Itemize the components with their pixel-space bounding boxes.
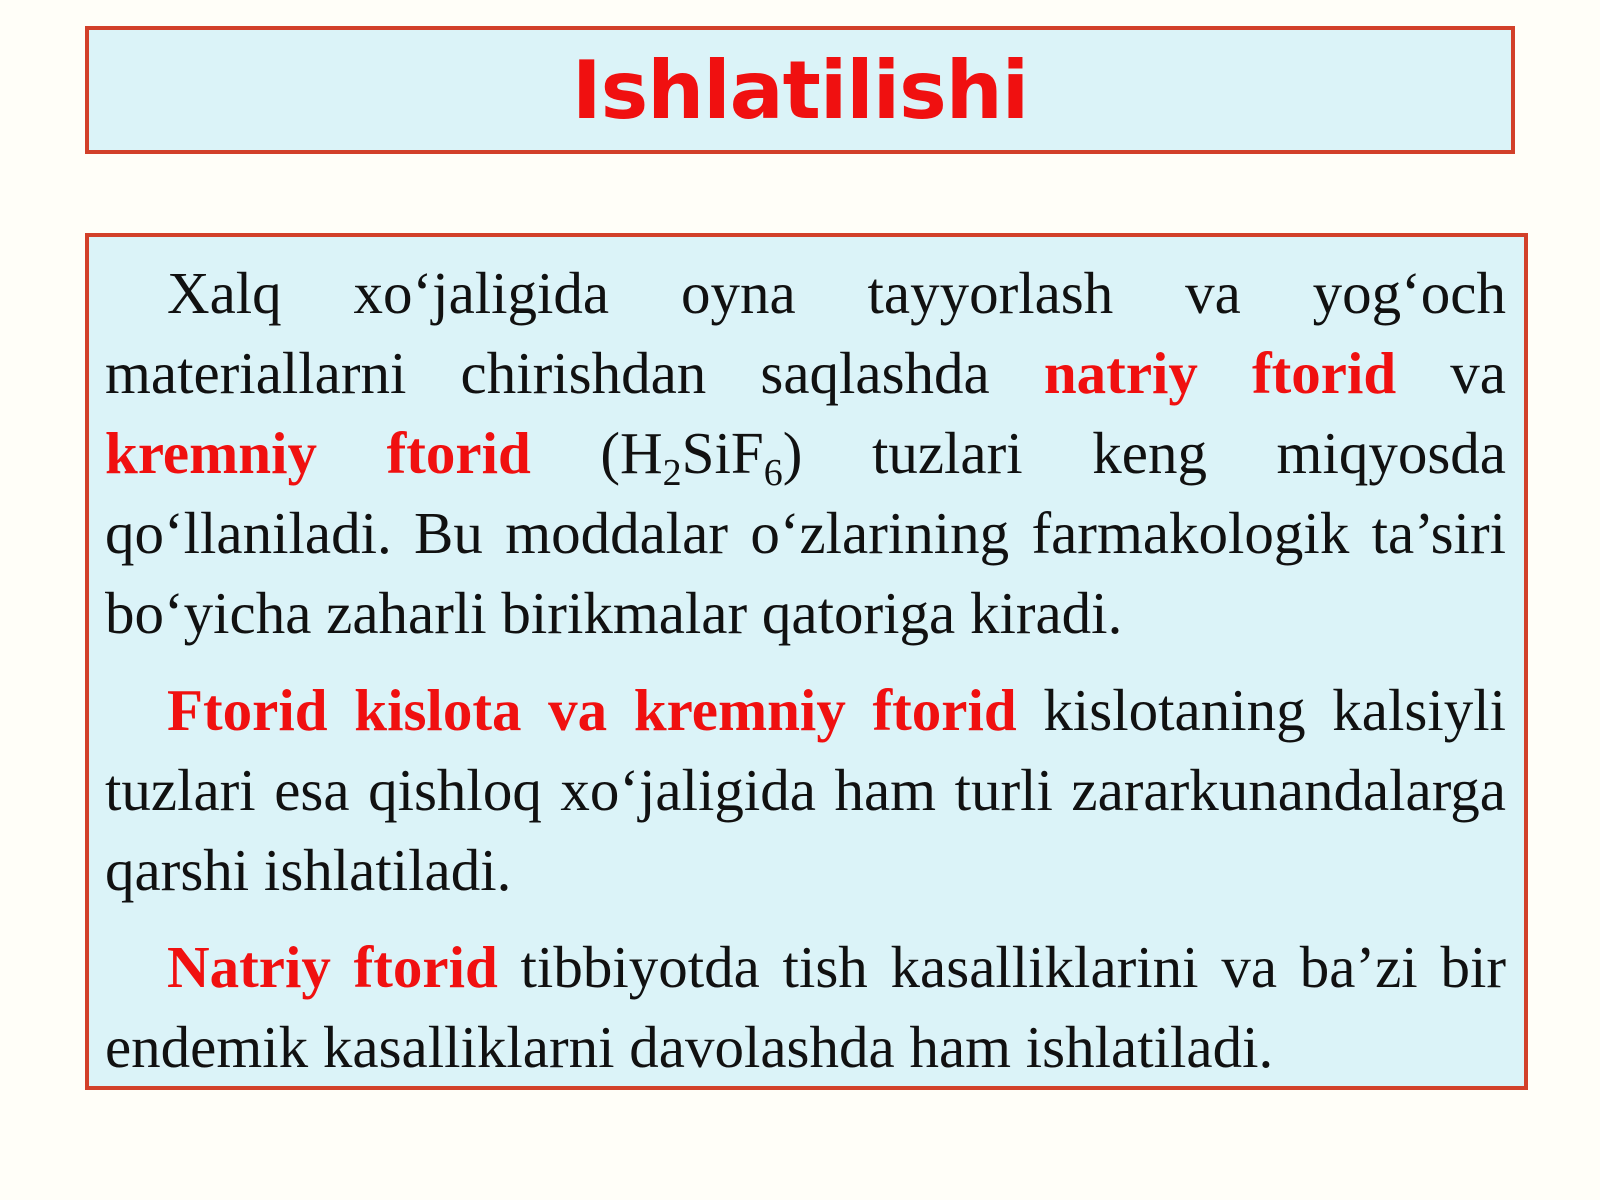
p3-text-1: tibbiyotda tish kasalliklarini va ba’zi bir endemik kasalliklarni davolashda ham ishlatiladi. — [105, 934, 1506, 1080]
slide-title: Ishlatilishi — [571, 43, 1029, 137]
paragraph-1 — [105, 253, 1506, 653]
p1-highlight-kremniy-ftorid: kremniy ftorid — [105, 420, 531, 486]
title-box — [85, 26, 1515, 154]
paragraph-2 — [105, 670, 1506, 910]
p1-text-1: Xalq xo‘jaligida oyna tayyorlash va yog‘och materiallarni chirishdan saqlashda — [105, 260, 1506, 406]
content-box — [85, 233, 1528, 1090]
paragraph-3 — [105, 927, 1506, 1087]
p1-text-4: SiF — [681, 420, 764, 486]
p3-highlight: Natriy ftorid — [167, 934, 498, 1000]
formula-subscript-2: 6 — [763, 452, 783, 494]
p1-text-5: ) tuzlari keng miqyosda qo‘llaniladi. Bu moddalar o‘zlarining farmakologik ta’siri bo‘yicha zaharli birikmalar qatoriga kiradi. — [105, 420, 1506, 646]
p1-highlight-natriy-ftorid: natriy ftorid — [1043, 340, 1397, 406]
p1-text-3: (H — [530, 420, 663, 486]
p2-text-1: kislotaning kalsiyli tuzlari esa qishloq xo‘jaligida ham turli zararkunandalarga qarshi ishlatiladi. — [105, 677, 1506, 903]
p1-text-2: va — [1396, 340, 1506, 406]
p2-highlight: Ftorid kislota va kremniy ftorid — [167, 677, 1017, 743]
formula-subscript-1: 2 — [662, 452, 682, 494]
